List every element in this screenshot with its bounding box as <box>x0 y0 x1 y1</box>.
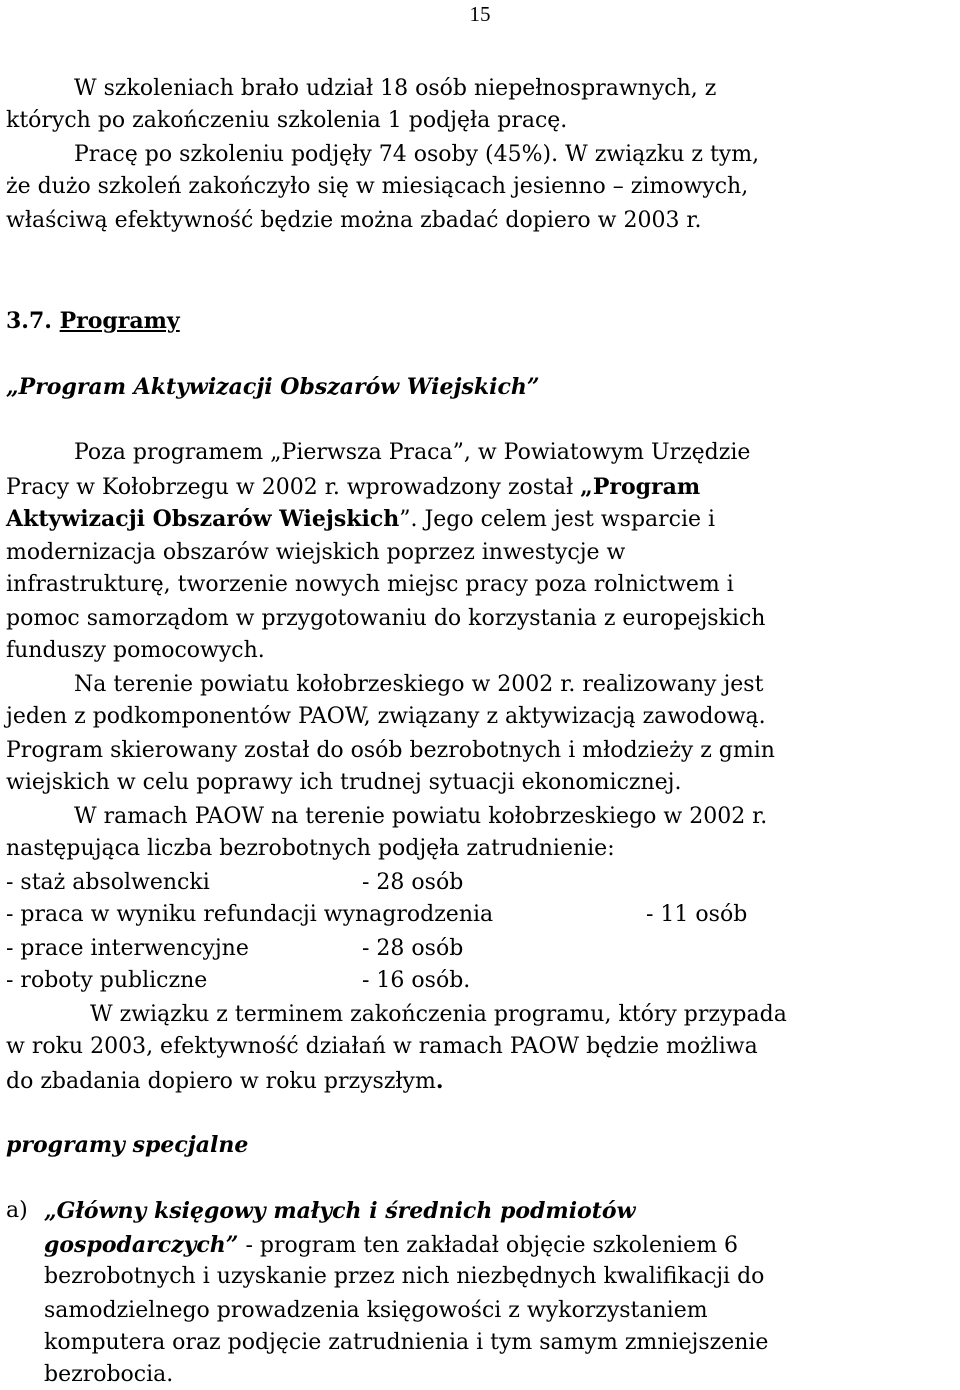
para5-line2: w roku 2003, efektywność działań w ramach PAOW będzie możliwa <box>6 1034 758 1059</box>
para5-line3 <box>6 1066 958 1097</box>
para1-line1: W szkoleniach brało udział 18 osób niepełnosprawnych, z <box>74 76 717 101</box>
list-item-count: - 28 osób <box>362 936 464 961</box>
item-a-line4: samodzielnego prowadzenia księgowości z wykorzystaniem <box>44 1298 708 1323</box>
item-a-title-start: „Główny księgowy małych i średnich podmiotów <box>44 1198 636 1224</box>
para2-line4: modernizacja obszarów wiejskich poprzez inwestycje w <box>6 540 626 565</box>
list-item-label: - roboty publiczne <box>6 968 208 993</box>
para1-line5: właściwą efektywność będzie można zbadać dopiero w 2003 r. <box>6 208 702 233</box>
list-item-count: - 28 osób <box>362 870 464 895</box>
para3-line1: Na terenie powiatu kołobrzeskiego w 2002 r. realizowany jest <box>74 672 764 697</box>
para4-line1: W ramach PAOW na terenie powiatu kołobrzeskiego w 2002 r. <box>74 804 768 829</box>
program-heading: „Program Aktywizacji Obszarów Wiejskich” <box>6 374 540 400</box>
para2-line3 <box>6 504 958 535</box>
section-heading <box>6 306 958 336</box>
list-item-label: - staż absolwencki <box>6 870 210 895</box>
list-item <box>6 900 958 930</box>
para3-line4: wiejskich w celu poprawy ich trudnej sytuacji ekonomicznej. <box>6 770 682 795</box>
program-name-start: „Program <box>580 474 701 500</box>
para2-line7: funduszy pomocowych. <box>6 638 265 663</box>
list-item-count: - 16 osób. <box>362 968 471 993</box>
para5-line3-text: do zbadania dopiero w roku przyszłym <box>6 1069 436 1094</box>
para3-line3: Program skierowany został do osób bezrobotnych i młodzieży z gmin <box>6 738 775 763</box>
section-number: 3.7. <box>6 308 52 334</box>
para2-line2-text: Pracy w Kołobrzegu w 2002 r. wprowadzony został <box>6 475 581 500</box>
item-a-title-end: gospodarczych” <box>44 1232 239 1258</box>
list-item <box>6 868 958 898</box>
para1-line2: których po zakończeniu szkolenia 1 podjęła pracę. <box>6 108 568 133</box>
para2-line5: infrastrukturę, tworzenie nowych miejsc pracy poza rolnictwem i <box>6 572 734 597</box>
page-number: 15 <box>469 2 491 26</box>
para2-line6: pomoc samorządom w przygotowaniu do korzystania z europejskich <box>6 606 766 631</box>
para1-line4: że dużo szkoleń zakończyło się w miesiącach jesienno – zimowych, <box>6 174 749 199</box>
item-a-line1 <box>6 1196 958 1226</box>
item-a-marker: a) <box>6 1198 28 1223</box>
para4-line2: następująca liczba bezrobotnych podjęła zatrudnienie: <box>6 836 615 861</box>
para2-line3-text: ”. Jego celem jest wsparcie i <box>399 507 716 532</box>
item-a-line6: bezrobocia. <box>44 1362 174 1387</box>
item-a-line2-text: - program ten zakładał objęcie szkoleniem 6 <box>238 1233 739 1258</box>
para1-line3: Pracę po szkoleniu podjęły 74 osoby (45%). W związku z tym, <box>74 142 760 167</box>
program-name-end: Aktywizacji Obszarów Wiejskich <box>6 506 400 532</box>
list-item-label: - praca w wyniku refundacji wynagrodzenia <box>6 902 494 927</box>
item-a-line3: bezrobotnych i uzyskanie przez nich niezbędnych kwalifikacji do <box>44 1264 765 1289</box>
item-a-line5: komputera oraz podjęcie zatrudnienia i tym samym zmniejszenie <box>44 1330 769 1355</box>
para3-line2: jeden z podkomponentów PAOW, związany z aktywizacją zawodową. <box>6 704 766 729</box>
special-programs-heading: programy specjalne <box>6 1132 249 1158</box>
para5-line1: W związku z terminem zakończenia programu, który przypada <box>90 1002 787 1027</box>
list-item <box>6 934 958 964</box>
list-item <box>6 966 958 996</box>
list-item-count: - 11 osób <box>646 902 748 927</box>
para2-line2 <box>6 472 958 503</box>
para2-line1: Poza programem „Pierwsza Praca”, w Powiatowym Urzędzie <box>74 440 751 465</box>
section-title: Programy <box>59 308 180 334</box>
item-a-line2 <box>44 1230 958 1261</box>
list-item-label: - prace interwencyjne <box>6 936 249 961</box>
para5-period: . <box>435 1068 444 1094</box>
